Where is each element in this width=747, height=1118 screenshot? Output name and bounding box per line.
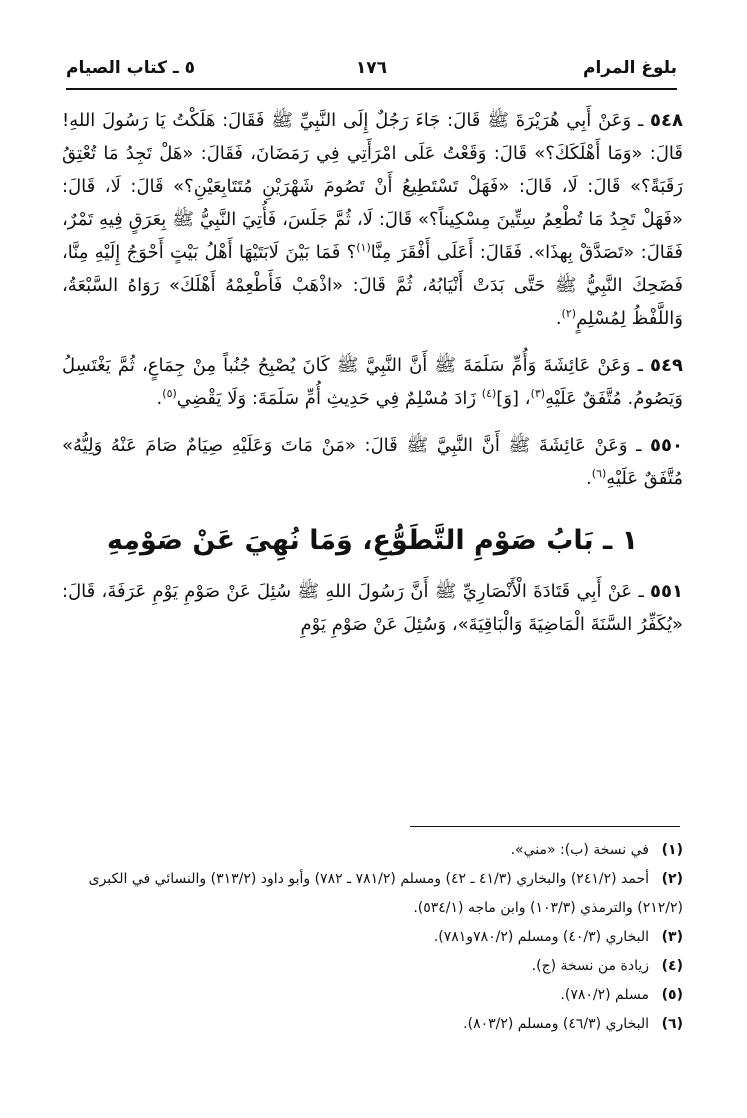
footnote-number: (٢): [661, 871, 683, 887]
hadith-number: ٥٤٩: [650, 355, 683, 376]
footnote: [62, 981, 683, 1010]
hadith-550: [62, 429, 683, 495]
footnote-rule: [410, 826, 680, 827]
hadith-text: .: [555, 308, 562, 329]
footnote-ref[interactable]: (٥): [162, 387, 177, 400]
page-header: [66, 52, 677, 88]
footnote: [62, 923, 683, 952]
footnote-text: البخاري (٤٦/٣) ومسلم (٨٠٣/٢).: [463, 1016, 649, 1032]
footnote-text: مسلم (٧٨٠/٢).: [560, 987, 649, 1003]
footnote: [62, 865, 683, 923]
hadith-text: ، [وَ]: [496, 388, 531, 409]
footnote: [62, 1010, 683, 1039]
footnote-ref[interactable]: (٤): [481, 387, 497, 400]
hadith-number: ٥٥١: [650, 581, 683, 602]
footnote-ref[interactable]: (٣): [530, 387, 546, 400]
footnote-text: في نسخة (ب): «مني».: [510, 842, 649, 858]
footnote-number: (٤): [661, 958, 683, 974]
book-title: بلوغ المرام: [583, 58, 677, 78]
main-text: [62, 104, 683, 655]
footnotes: [62, 836, 683, 1039]
footnote-ref[interactable]: (١): [356, 241, 371, 254]
hadith-549: [62, 349, 683, 415]
hadith-text: ـ وَعَنْ أَبِي هُرَيْرَةَ ﷺ قَالَ: جَاءَ رَجُلٌ إِلَى النَّبِيِّ ﷺ فَقَالَ: هَلَكْتُ يَا رَسُولَ اللهِ! قَالَ: «وَمَا أَهْلَكَكَ؟» قَالَ: وَقَعْتُ عَلَى امْرَأَتِي فِي رَمَضَانَ، فَقَالَ: «هَلْ تَجِدُ مَا تُعْتِقُ رَقَبَةً؟» قَالَ: لَا، قَالَ: «فَهَلْ تَسْتَطِيعُ أَنْ تَصُومَ شَهْرَيْنِ مُتَتَابِعَيْنِ؟» قَالَ: لَا، قَالَ: «فَهَلْ تَجِدُ مَا تُطْعِمُ سِتِّينَ مِسْكِيناً؟» قَالَ: لَا، ثُمَّ جَلَسَ، فَأُتِيَ النَّبِيُّ ﷺ بِعَرَقٍ فِيهِ تَمْرٌ، فَقَالَ: «تَصَدَّقْ بِهذَا». فَقَالَ: أَعَلَى أَفْقَرَ مِنَّا: [62, 110, 684, 263]
footnote: [62, 952, 683, 981]
hadith-text: ـ وَعَنْ عَائِشَةَ وَأُمِّ سَلَمَةَ ﷺ أَنَّ النَّبِيَّ ﷺ كَانَ يُصْبِحُ جُنُباً مِنْ جِمَاعٍ، ثُمَّ يَغْتَسِلُ وَيَصُومُ. مُتَّفَقٌ عَلَيْهِ: [62, 355, 683, 409]
hadith-548: [62, 104, 683, 335]
hadith-text: .: [156, 388, 163, 409]
hadith-text: زَادَ مُسْلِمٌ فِي حَدِيثِ أُمِّ سَلَمَةَ: وَلَا يَقْضِي: [176, 388, 482, 409]
footnote-number: (١): [661, 842, 683, 858]
chapter-running-title: ٥ ـ كتاب الصيام: [66, 58, 195, 78]
footnote-ref[interactable]: (٦): [591, 467, 607, 480]
footnote-number: (٥): [661, 987, 683, 1003]
footnote: [62, 836, 683, 865]
hadith-number: ٥٥٠: [650, 435, 683, 456]
hadith-text: .: [586, 468, 592, 489]
footnote-number: (٦): [661, 1016, 683, 1032]
hadith-551: [62, 575, 683, 641]
page-number: ١٧٦: [355, 58, 388, 78]
header-rule: [66, 88, 677, 90]
chapter-title: ١ ـ بَابُ صَوْمِ التَّطَوُّعِ، وَمَا نُهِيَ عَنْ صَوْمِهِ: [106, 525, 639, 556]
footnote-text: أحمد (٢٤١/٢) والبخاري (٤١/٣ ـ ٤٢) ومسلم (٧٨١/٢ ـ ٧٨٢) وأبو داود (٣١٣/٢) والنسائي في الكبرى (٢١٢/٢) والترمذي (١٠٣/٣) وابن ماجه (٥٣٤/١).: [88, 871, 683, 916]
footnote-ref[interactable]: (٢): [561, 307, 577, 320]
hadith-text: ـ عَنْ أَبِي قَتَادَةَ الْأَنْصَارِيِّ ﷺ أَنَّ رَسُولَ اللهِ ﷺ سُئِلَ عَنْ صَوْمِ يَوْمِ عَرَفَةَ، قَالَ: «يُكَفِّرُ السَّنَةَ الْمَاضِيَةَ وَالْبَاقِيَةَ»، وَسُئِلَ عَنْ صَوْمِ يَوْمِ: [62, 581, 683, 635]
hadith-text: ؟ فَمَا بَيْنَ لَابَتَيْهَا أَهْلُ بَيْتٍ أَحْوَجُ إِلَيْهِ مِنَّا، فَضَحِكَ النَّبِيُّ ﷺ حَتَّى بَدَتْ أَنْيَابُهُ، ثُمَّ قَالَ: «اذْهَبْ فَأَطْعِمْهُ أَهْلَكَ» رَوَاهُ السَّبْعَةُ، وَاللَّفْظُ لِمُسْلِمٍ: [62, 242, 683, 329]
hadith-text: ـ وَعَنْ عَائِشَةَ ﷺ أَنَّ النَّبِيَّ ﷺ قَالَ: «مَنْ مَاتَ وَعَلَيْهِ صِيَامٌ صَامَ عَنْهُ وَلِيُّهُ» مُتَّفَقٌ عَلَيْهِ: [62, 435, 683, 489]
footnote-number: (٣): [661, 929, 683, 945]
hadith-number: ٥٤٨: [650, 110, 683, 131]
footnote-text: البخاري (٤٠/٣) ومسلم (٧٨٠/٢و٧٨١).: [433, 929, 649, 945]
footnote-text: زيادة من نسخة (ج).: [531, 958, 649, 974]
